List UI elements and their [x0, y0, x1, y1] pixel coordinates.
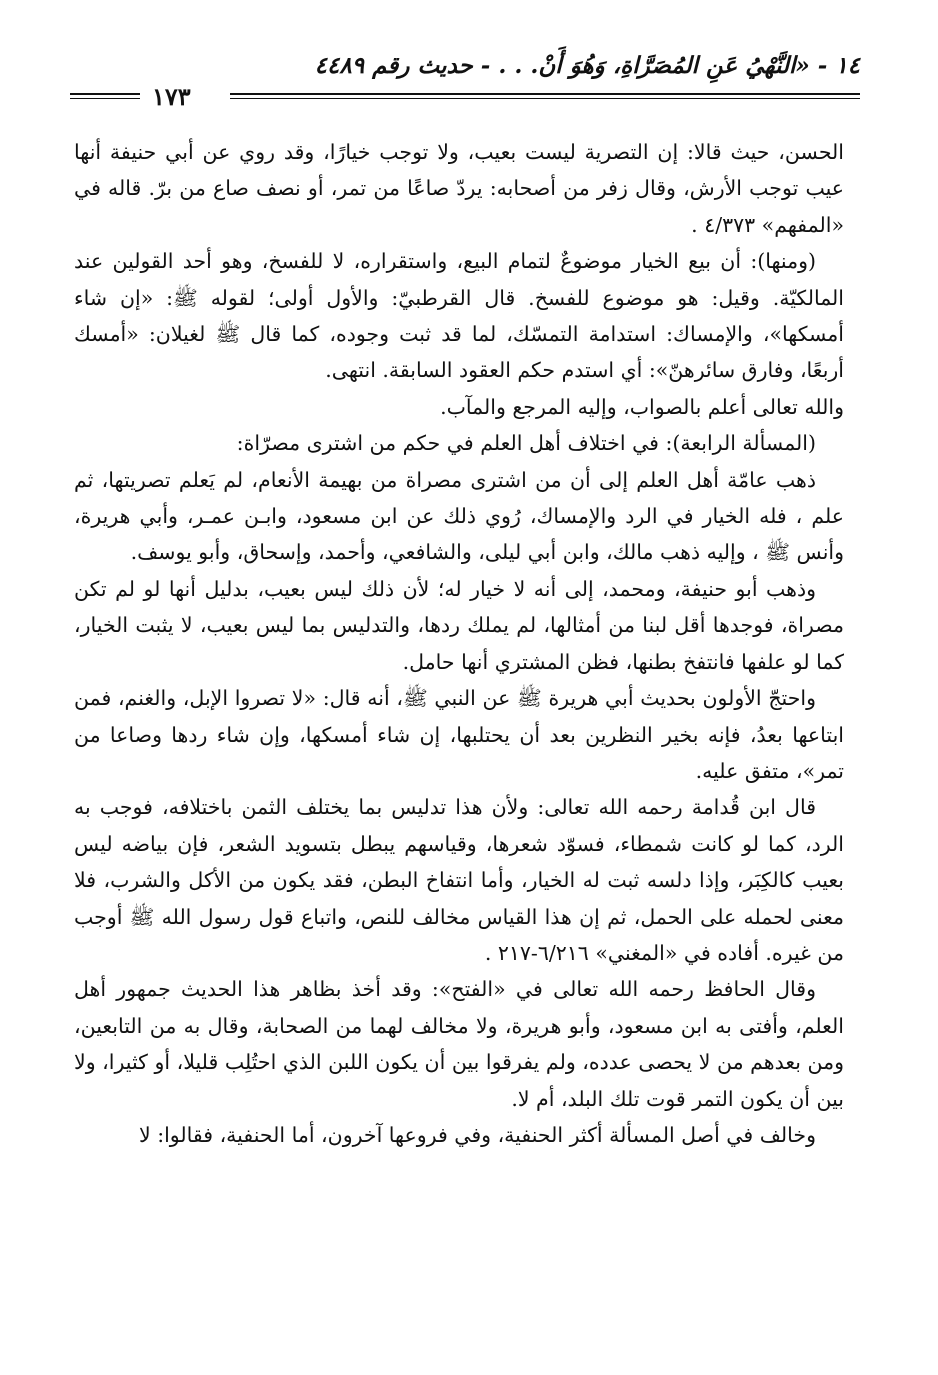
paragraph: وخالف في أصل المسألة أكثر الحنفية، وفي فروعها آخرون، أما الحنفية، فقالوا: لا — [138, 1122, 816, 1147]
running-header — [70, 48, 860, 110]
paragraph: الحسن، حيث قالا: إن التصرية ليست بعيب، ولا توجب خيارًا، وقد روي عن أبي حنيفة أنها عيب توجب الأرش، وقال زفر من أصحابه: يردّ صاعًا من تمر، أو نصف صاع من برّ. قاله في «المفهم» ٤/٣٧٣ . — [74, 140, 844, 237]
paragraph: وقال الحافظ رحمه الله تعالى في «الفتح»: وقد أخذ بظاهر هذا الحديث جمهور أهل العلم، وأفتى به ابن مسعود، وأبو هريرة، ولا مخالف لهما من الصحابة، وقال به من التابعين، ومن بعدهم من لا يحصى عدده، ولم يفرقوا بين أن يكون اللبن الذي احتُلِب قليلا، أو كثيرا، ولا بين أن يكون التمر قوت تلك البلد، أم لا. — [74, 977, 844, 1111]
header-rule-left — [70, 93, 140, 99]
paragraph: وذهب أبو حنيفة، ومحمد، إلى أنه لا خيار له؛ لأن ذلك ليس بعيب، بدليل أنها لو لم تكن مصراة، فوجدها أقل لبنا من أمثالها، لم يملك ردها، والتدليس بما ليس بعيب، لا يثبت الخيار، كما لو علفها فانتفخ بطنها، فظن المشتري أنها حامل. — [74, 576, 844, 674]
paragraph: واحتجّ الأولون بحديث أبي هريرة ﷺ عن النبي ﷺ، أنه قال: «لا تصروا الإبل، والغنم، فمن ابتاعها بعدُ، فإنه بخير النظرين بعد أن يحتلبها، إن شاء أمسكها، وإن شاء ردها وصاعا من تمر»، متفق عليه. — [74, 686, 844, 783]
paragraph: (ومنها): أن بيع الخيار موضوعٌ لتمام البيع، واستقراره، لا للفسخ، وهو أحد القولين عند المالكيّة. وقيل: هو موضوع للفسخ. قال القرطبيّ: والأول أولى؛ لقوله ﷺ: «إن شاء أمسكها»، والإمساك: استدامة التمسّك، لما قد ثبت وجوده، كما قال ﷺ لغيلان: «أمسك أربعًا، وفارق سائرهنّ»: أي استدم حكم العقود السابقة. انتهى. — [74, 249, 844, 383]
paragraph: ذهب عامّة أهل العلم إلى أن من اشترى مصراة من بهيمة الأنعام، لم يَعلم تصريتها، ثم علم ، فله الخيار في الرد والإمساك، رُوي ذلك عن ابن مسعود، وابـن عمـر، وأبي هريرة، وأنس ﷺ ، وإليه ذهب مالك، وابن أبي ليلى، والشافعي، وأحمد، وإسحاق، وأبو يوسف. — [74, 467, 844, 565]
page-number: ١٧٣ — [152, 82, 191, 111]
paragraph: قال ابن قُدامة رحمه الله تعالى: ولأن هذا تدليس بما يختلف الثمن باختلافه، فوجب به الرد، كما لو كانت شمطاء، فسوّد شعرها، وقياسهم يبطل بتسويد الشعر، فإن بياضه ليس بعيب كالكِبَر، وإذا دلسه ثبت له الخيار، وأما انتفاخ البطن، فقد يكون من الأكل والشرب، فلا معنى لحمله على الحمل، ثم إن هذا القياس مخالف للنص، واتباع قول رسول الله ﷺ أوجب من غيره. أفاده في «المغني» ٦/٢١٦-٢١٧ . — [74, 795, 844, 965]
header-title: ١٤ - «النَّهْيُ عَنِ المُصَرَّاةِ، وَهُوَ أَنْ. . . - حديث رقم ٤٤٨٩ — [314, 52, 860, 79]
paragraph: والله تعالى أعلم بالصواب، وإليه المرجع والمآب. — [440, 394, 844, 419]
header-rule — [230, 93, 860, 99]
section-heading-paragraph: (المسألة الرابعة): في اختلاف أهل العلم في حكم من اشترى مصرّاة: — [236, 431, 816, 456]
body-text — [74, 134, 844, 1153]
